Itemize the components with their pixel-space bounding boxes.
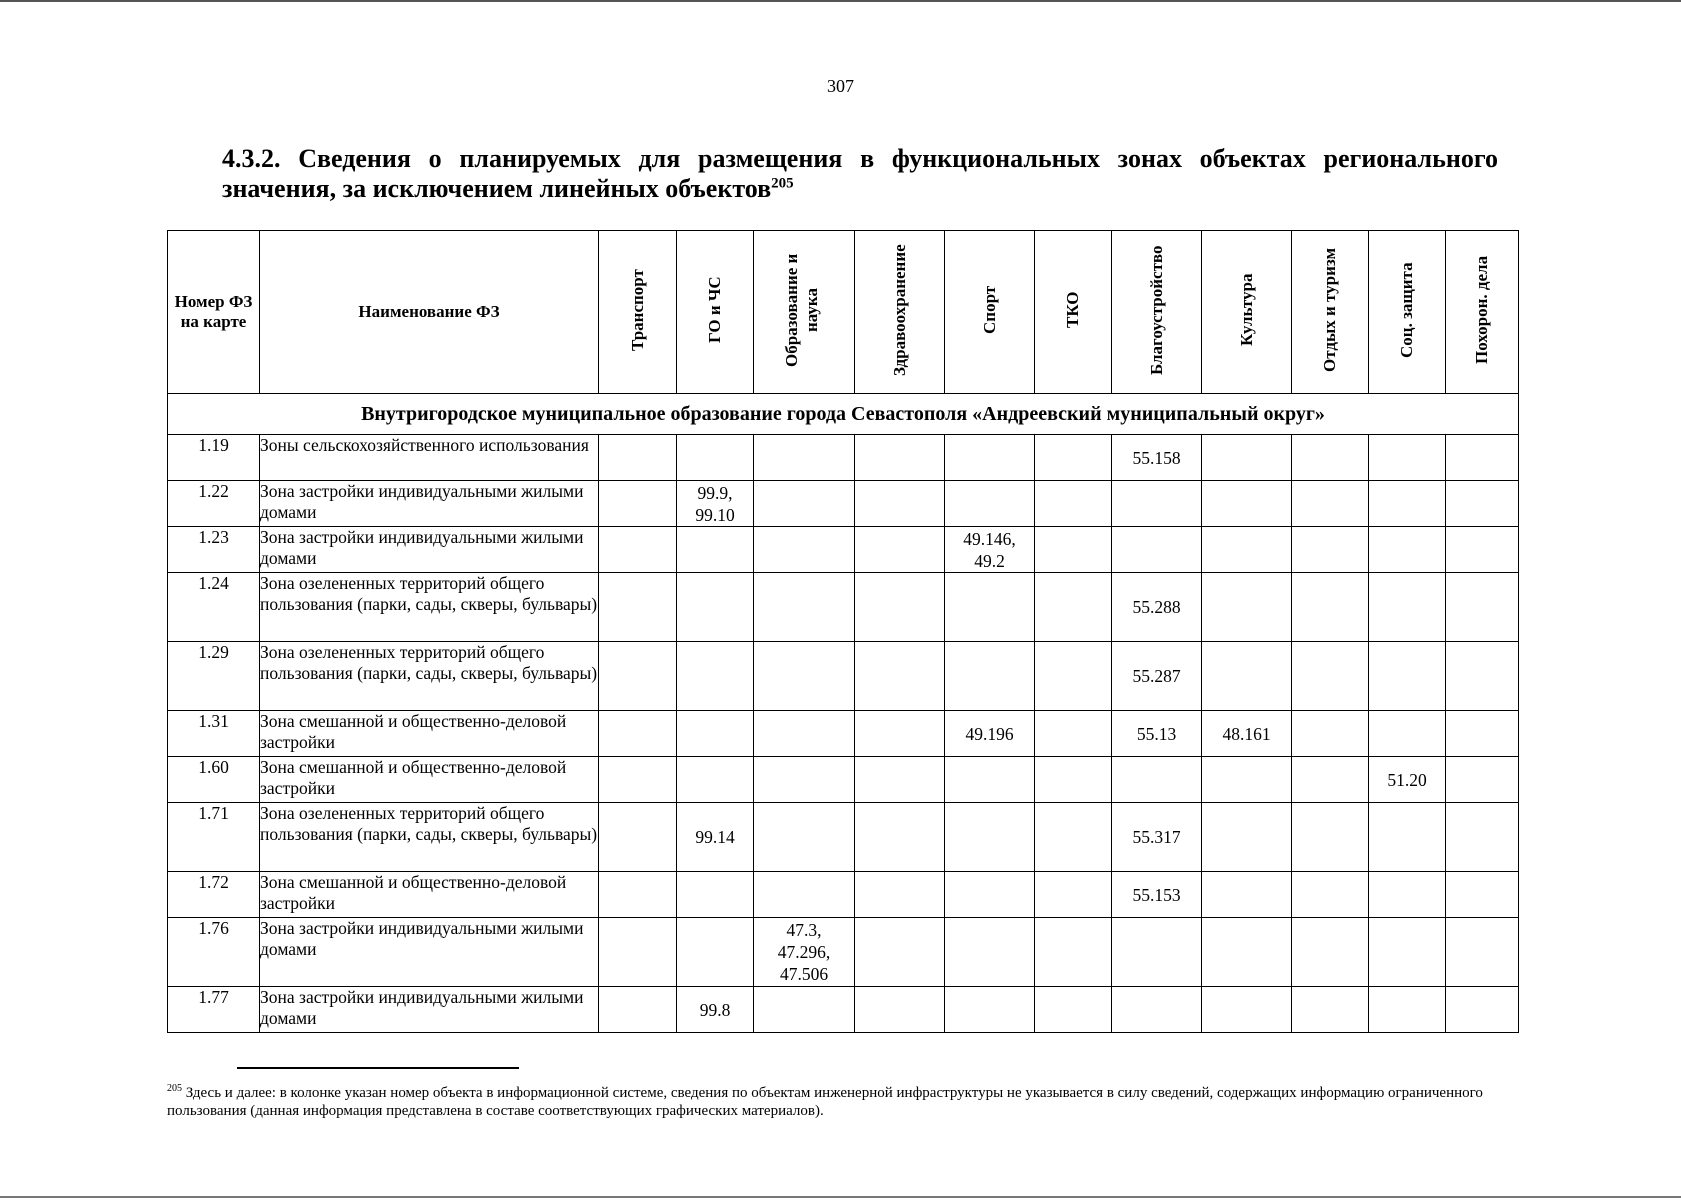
zone-number: 1.77 xyxy=(168,987,260,1033)
zone-name: Зона застройки индивидуальными жилыми домами xyxy=(260,527,599,573)
object-cell xyxy=(599,711,677,757)
table-row xyxy=(168,872,1519,918)
object-cell xyxy=(677,527,754,573)
object-cell xyxy=(1202,872,1292,918)
zone-name: Зона смешанной и общественно-деловой застройки xyxy=(260,757,599,803)
object-cell xyxy=(1035,918,1112,987)
object-cell xyxy=(599,642,677,711)
object-cell xyxy=(1292,481,1369,527)
object-cell: 99.14 xyxy=(677,803,754,872)
table-row xyxy=(168,527,1519,573)
header-landscaping: Благоустройство xyxy=(1112,231,1202,394)
object-cell xyxy=(1292,757,1369,803)
page-number: 307 xyxy=(827,76,854,96)
object-cell xyxy=(1112,757,1202,803)
object-cell xyxy=(1446,527,1519,573)
zone-name: Зона смешанной и общественно-деловой застройки xyxy=(260,711,599,757)
object-cell xyxy=(754,711,855,757)
object-cell xyxy=(1292,573,1369,642)
object-cell xyxy=(1035,481,1112,527)
object-cell xyxy=(599,435,677,481)
header-healthcare: Здравоохранение xyxy=(855,231,945,394)
object-cell: 55.288 xyxy=(1112,573,1202,642)
header-funeral: Похорон. дела xyxy=(1446,231,1519,394)
object-cell xyxy=(677,757,754,803)
object-cell xyxy=(855,711,945,757)
object-cell xyxy=(599,757,677,803)
object-cell xyxy=(677,872,754,918)
object-cell xyxy=(1369,711,1446,757)
object-cell xyxy=(1292,918,1369,987)
object-cell xyxy=(1292,987,1369,1033)
object-cell: 99.9, 99.10 xyxy=(677,481,754,527)
object-cell xyxy=(855,987,945,1033)
table-row xyxy=(168,757,1519,803)
object-cell xyxy=(1369,573,1446,642)
object-cell xyxy=(599,987,677,1033)
object-cell xyxy=(1112,481,1202,527)
section-title xyxy=(222,144,1498,204)
object-cell xyxy=(1446,872,1519,918)
zone-number: 1.31 xyxy=(168,711,260,757)
object-cell xyxy=(1112,918,1202,987)
table-header-row xyxy=(168,231,1519,394)
object-cell xyxy=(754,803,855,872)
object-cell xyxy=(599,527,677,573)
object-cell xyxy=(1446,987,1519,1033)
zone-number: 1.19 xyxy=(168,435,260,481)
object-cell xyxy=(1202,435,1292,481)
object-cell xyxy=(1035,872,1112,918)
footnote-marker: 205 xyxy=(167,1083,182,1094)
object-cell xyxy=(1035,573,1112,642)
object-cell xyxy=(599,573,677,642)
table-row xyxy=(168,481,1519,527)
object-cell xyxy=(1369,435,1446,481)
object-cell: 47.3, 47.296, 47.506 xyxy=(754,918,855,987)
object-cell: 55.287 xyxy=(1112,642,1202,711)
object-cell xyxy=(754,872,855,918)
zone-name: Зоны сельскохозяйственного использования xyxy=(260,435,599,481)
object-cell xyxy=(855,642,945,711)
object-cell xyxy=(945,481,1035,527)
object-cell xyxy=(945,757,1035,803)
object-cell xyxy=(1035,711,1112,757)
header-education: Образование и наука xyxy=(754,231,855,394)
footnote-text: Здесь и далее: в колонке указан номер объекта в информационной системе, сведения по объектам инженерной инфраструктуры не указывается в силу сведений, содержащих информацию ограниченного пользования (данная информация представлена в составе соответствующих графических материалов). xyxy=(167,1085,1483,1119)
object-cell xyxy=(754,987,855,1033)
object-cell xyxy=(1202,803,1292,872)
zone-number: 1.71 xyxy=(168,803,260,872)
table-row xyxy=(168,642,1519,711)
object-cell xyxy=(1112,987,1202,1033)
scan-top-edge xyxy=(0,0,1681,2)
object-cell xyxy=(1035,803,1112,872)
zone-name: Зона застройки индивидуальными жилыми домами xyxy=(260,987,599,1033)
header-social: Соц. защита xyxy=(1369,231,1446,394)
object-cell xyxy=(945,573,1035,642)
object-cell xyxy=(945,918,1035,987)
zone-name: Зона озелененных территорий общего пользования (парки, сады, скверы, бульвары) xyxy=(260,803,599,872)
table-row xyxy=(168,435,1519,481)
object-cell: 55.317 xyxy=(1112,803,1202,872)
scan-bottom-edge xyxy=(0,1196,1681,1198)
zone-name: Зона озелененных территорий общего пользования (парки, сады, скверы, бульвары) xyxy=(260,573,599,642)
object-cell xyxy=(754,481,855,527)
zone-number: 1.24 xyxy=(168,573,260,642)
object-cell xyxy=(1292,872,1369,918)
zones-table xyxy=(167,230,1519,1033)
object-cell: 99.8 xyxy=(677,987,754,1033)
section-title-text: 4.3.2. Сведения о планируемых для размещения в функциональных зонах объектах регионального значения, за исключением линейных объектов xyxy=(222,144,1498,203)
object-cell xyxy=(754,527,855,573)
object-cell xyxy=(1446,435,1519,481)
header-culture: Культура xyxy=(1202,231,1292,394)
object-cell: 55.153 xyxy=(1112,872,1202,918)
object-cell xyxy=(599,481,677,527)
table-row xyxy=(168,918,1519,987)
object-cell xyxy=(1369,803,1446,872)
object-cell xyxy=(1369,642,1446,711)
object-cell xyxy=(945,872,1035,918)
object-cell xyxy=(945,435,1035,481)
zone-number: 1.76 xyxy=(168,918,260,987)
object-cell xyxy=(677,435,754,481)
object-cell xyxy=(1035,757,1112,803)
group-row xyxy=(168,394,1519,435)
object-cell xyxy=(855,757,945,803)
object-cell xyxy=(945,803,1035,872)
object-cell xyxy=(1369,987,1446,1033)
object-cell xyxy=(1202,757,1292,803)
header-recreation: Отдых и туризм xyxy=(1292,231,1369,394)
table-body xyxy=(168,394,1519,1033)
object-cell xyxy=(754,642,855,711)
object-cell xyxy=(677,918,754,987)
object-cell xyxy=(855,918,945,987)
zone-name: Зона смешанной и общественно-деловой застройки xyxy=(260,872,599,918)
object-cell xyxy=(855,527,945,573)
object-cell xyxy=(945,987,1035,1033)
object-cell xyxy=(1035,987,1112,1033)
object-cell xyxy=(855,573,945,642)
object-cell: 48.161 xyxy=(1202,711,1292,757)
object-cell xyxy=(1446,803,1519,872)
object-cell: 55.158 xyxy=(1112,435,1202,481)
table-row xyxy=(168,711,1519,757)
object-cell xyxy=(599,872,677,918)
zone-name: Зона застройки индивидуальными жилыми домами xyxy=(260,918,599,987)
header-civil-defense: ГО и ЧС xyxy=(677,231,754,394)
object-cell xyxy=(1112,527,1202,573)
object-cell xyxy=(1446,757,1519,803)
object-cell xyxy=(1446,573,1519,642)
object-cell xyxy=(1446,481,1519,527)
object-cell xyxy=(945,642,1035,711)
zone-number: 1.29 xyxy=(168,642,260,711)
object-cell xyxy=(1035,642,1112,711)
object-cell xyxy=(1202,642,1292,711)
header-tko: ТКО xyxy=(1035,231,1112,394)
object-cell xyxy=(1369,527,1446,573)
object-cell xyxy=(1292,527,1369,573)
object-cell xyxy=(677,642,754,711)
object-cell xyxy=(855,872,945,918)
object-cell xyxy=(677,711,754,757)
object-cell xyxy=(1292,711,1369,757)
object-cell xyxy=(1446,711,1519,757)
object-cell xyxy=(1202,987,1292,1033)
zone-name: Зона застройки индивидуальными жилыми домами xyxy=(260,481,599,527)
object-cell xyxy=(855,803,945,872)
object-cell xyxy=(677,573,754,642)
object-cell xyxy=(1446,918,1519,987)
title-footnote-ref: 205 xyxy=(771,175,794,192)
header-name: Наименование ФЗ xyxy=(260,231,599,394)
object-cell xyxy=(1202,481,1292,527)
object-cell xyxy=(1202,527,1292,573)
object-cell xyxy=(1369,872,1446,918)
object-cell xyxy=(1292,803,1369,872)
object-cell xyxy=(599,803,677,872)
object-cell xyxy=(1035,435,1112,481)
object-cell xyxy=(1369,918,1446,987)
object-cell xyxy=(754,435,855,481)
zone-number: 1.23 xyxy=(168,527,260,573)
zone-number: 1.22 xyxy=(168,481,260,527)
object-cell xyxy=(855,435,945,481)
group-title: Внутригородское муниципальное образование города Севастополя «Андреевский муниципальный округ» xyxy=(168,394,1519,435)
footnote xyxy=(167,1080,1502,1120)
header-transport: Транспорт xyxy=(599,231,677,394)
object-cell xyxy=(1202,573,1292,642)
object-cell xyxy=(855,481,945,527)
zone-number: 1.72 xyxy=(168,872,260,918)
object-cell: 55.13 xyxy=(1112,711,1202,757)
header-sport: Спорт xyxy=(945,231,1035,394)
object-cell: 49.196 xyxy=(945,711,1035,757)
object-cell: 49.146, 49.2 xyxy=(945,527,1035,573)
object-cell xyxy=(754,573,855,642)
object-cell xyxy=(1369,481,1446,527)
header-number: Номер ФЗ на карте xyxy=(168,231,260,394)
footnote-separator xyxy=(237,1067,519,1069)
object-cell xyxy=(599,918,677,987)
object-cell xyxy=(1202,918,1292,987)
object-cell xyxy=(1446,642,1519,711)
object-cell: 51.20 xyxy=(1369,757,1446,803)
table-row xyxy=(168,573,1519,642)
table-row xyxy=(168,803,1519,872)
zone-number: 1.60 xyxy=(168,757,260,803)
object-cell xyxy=(1292,642,1369,711)
zone-name: Зона озелененных территорий общего пользования (парки, сады, скверы, бульвары) xyxy=(260,642,599,711)
object-cell xyxy=(1292,435,1369,481)
table-row xyxy=(168,987,1519,1033)
object-cell xyxy=(1035,527,1112,573)
object-cell xyxy=(754,757,855,803)
